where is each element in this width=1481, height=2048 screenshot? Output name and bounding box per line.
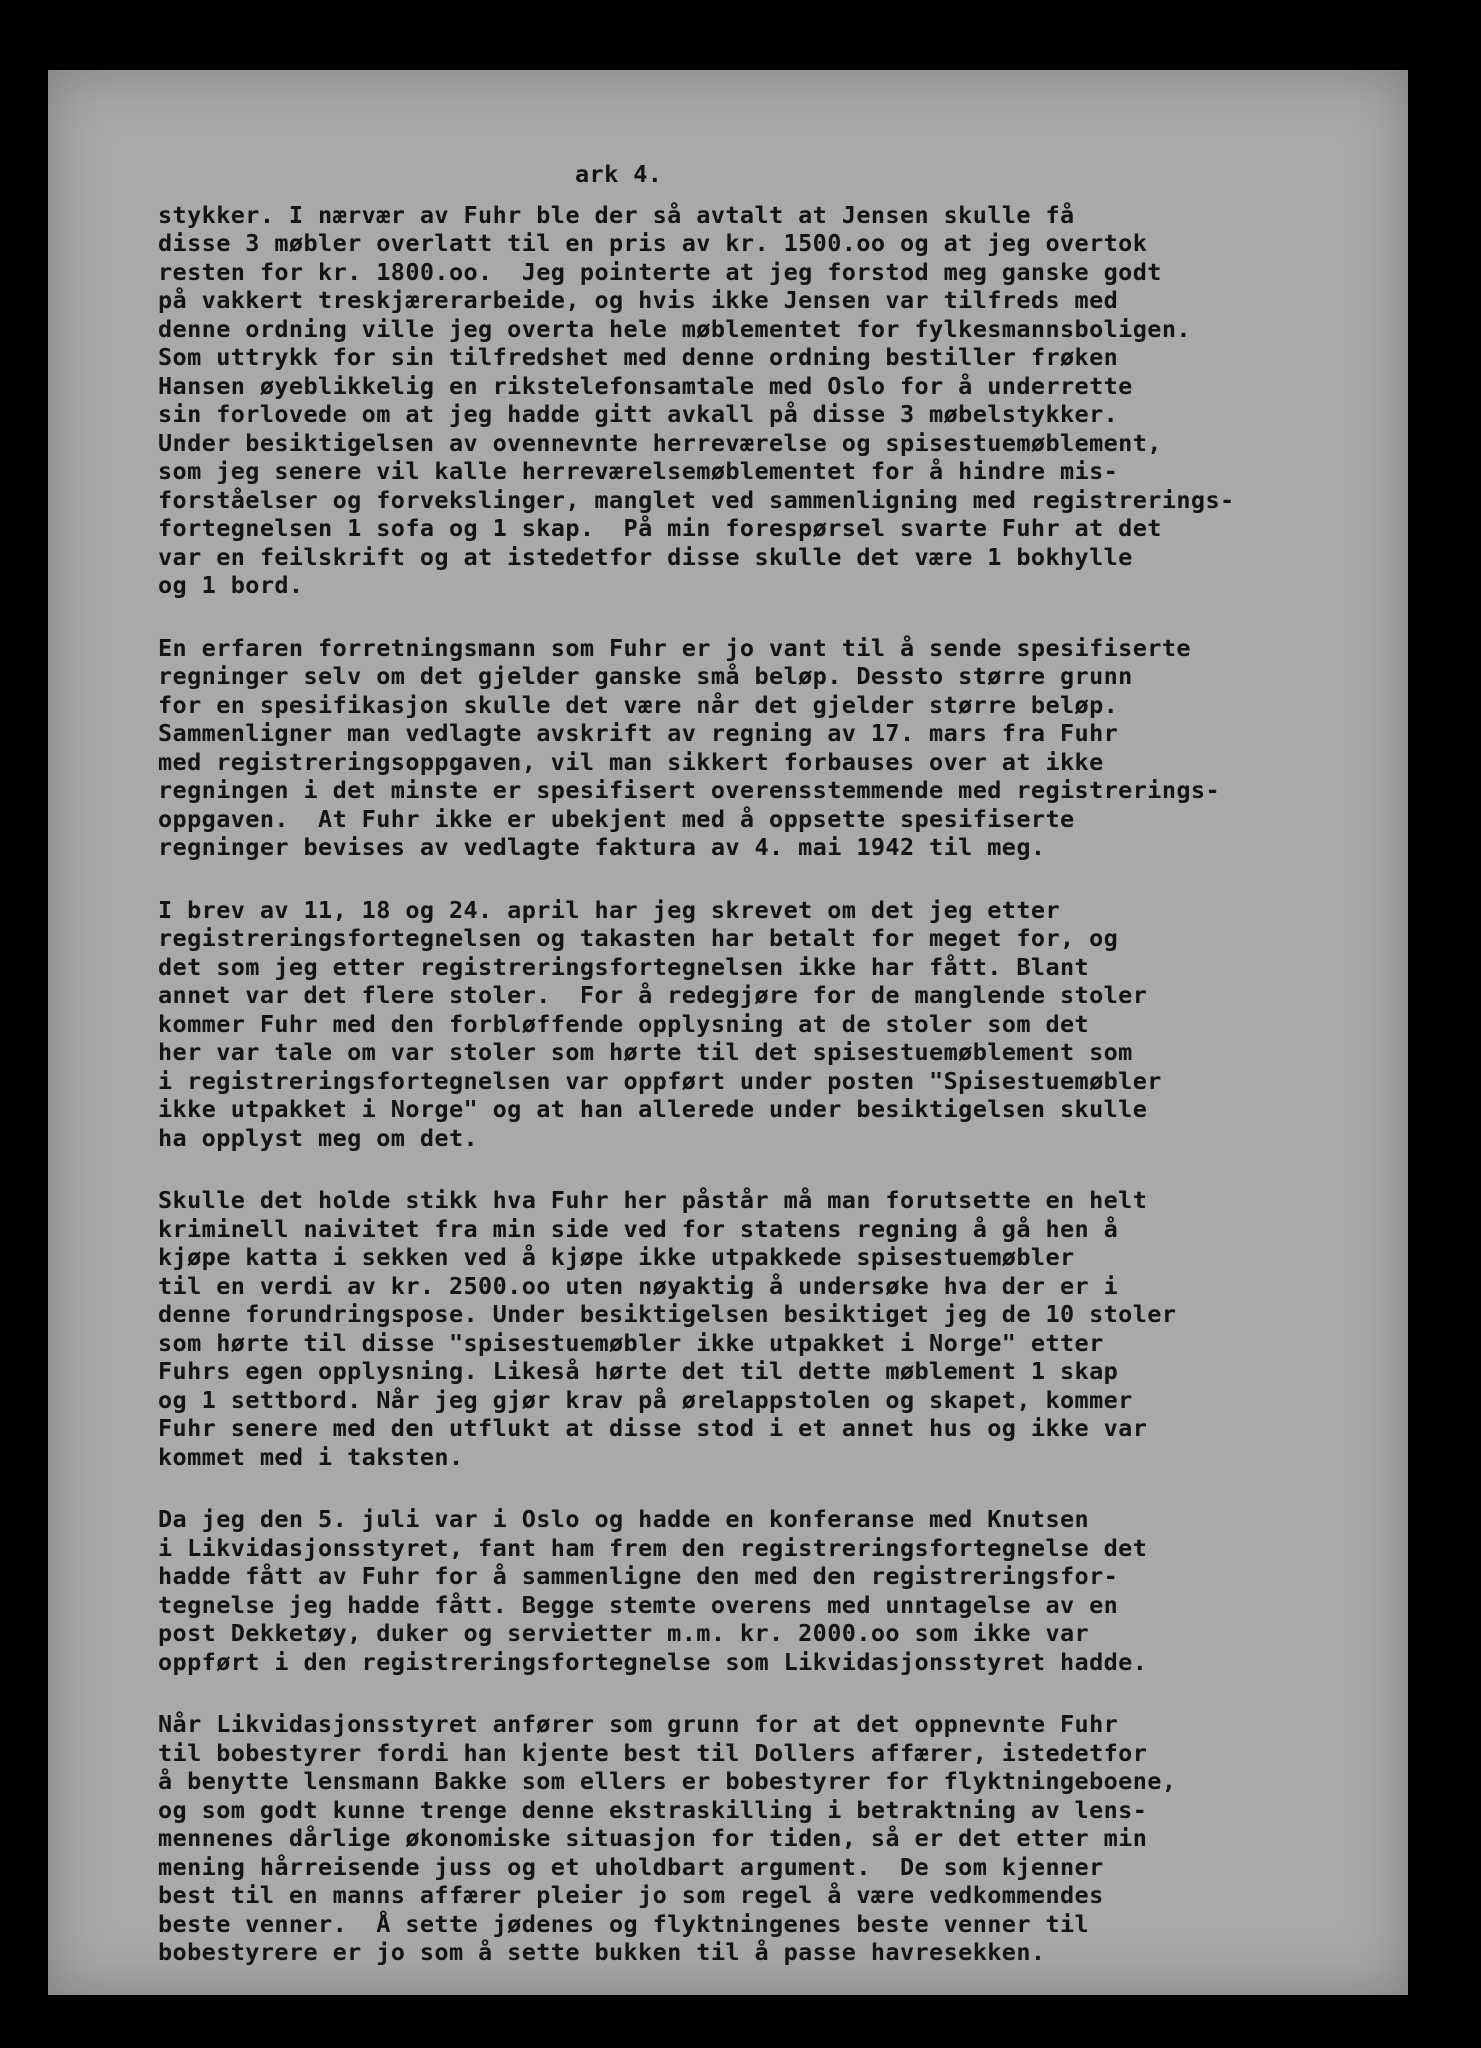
text-line: kommet med i taksten. bbox=[158, 1442, 464, 1471]
text-line: her var tale om var stoler som hørte til det spisestuemøblement som bbox=[158, 1038, 1133, 1066]
text-line: I brev av 11, 18 og 24. april har jeg skrevet om det jeg etter bbox=[158, 895, 1060, 924]
text-line: fortegnelsen 1 sofa og 1 skap. På min forespørsel svarte Fuhr at det bbox=[158, 514, 1162, 542]
text-line: registreringsfortegnelsen og takasten har betalt for meget for, og bbox=[158, 924, 1119, 952]
text-line: mening hårreisende juss og et uholdbart argument. De som kjenner bbox=[158, 1852, 1104, 1881]
text-line: tegnelse jeg hadde fått. Begge stemte overens med unntagelse av en bbox=[158, 1590, 1119, 1619]
text-line: Skulle det holde stikk hva Fuhr her påstår må man forutsette en helt bbox=[158, 1186, 1148, 1214]
text-line: til bobestyrer fordi han kjente best til Dollers affærer, istedetfor bbox=[158, 1738, 1148, 1767]
text-line: best til en manns affærer pleier jo som regel å være vedkommendes bbox=[158, 1881, 1104, 1909]
text-line: En erfaren forretningsmann som Fuhr er jo vant til å sende spesifiserte bbox=[158, 633, 1191, 662]
text-line: Fuhrs egen opplysning. Likeså hørte det til dette møblement 1 skap bbox=[158, 1357, 1119, 1385]
text-line: Som uttrykk for sin tilfredshet med denne ordning bestiller frøken bbox=[158, 343, 1119, 371]
text-line: post Dekketøy, duker og servietter m.m. kr. 2000.oo som ikke var bbox=[158, 1619, 1090, 1647]
text-line: oppført i den registreringsfortegnelse som Likvidasjonsstyret hadde. bbox=[158, 1647, 1148, 1676]
paragraph bbox=[158, 201, 1398, 600]
text-line: denne ordning ville jeg overta hele møblementet for fylkesmannsboligen. bbox=[158, 314, 1191, 343]
paragraph-container bbox=[158, 201, 1398, 1967]
text-line: som hørte til disse "spisestuemøbler ikke utpakket i Norge" etter bbox=[158, 1328, 1104, 1357]
text-line: med registreringsoppgaven, vil man sikkert forbauses over at ikke bbox=[158, 747, 1104, 776]
text-line: beste venner. Å sette jødenes og flyktningenes beste venner til bbox=[158, 1909, 1090, 1938]
text-line: det som jeg etter registreringsfortegnelsen ikke har fått. Blant bbox=[158, 952, 1090, 981]
text-line: i registreringsfortegnelsen var oppført under posten "Spisestuemøbler bbox=[158, 1066, 1162, 1095]
paragraph bbox=[158, 1505, 1398, 1676]
text-line: regninger selv om det gjelder ganske små beløp. Dessto større grunn bbox=[158, 662, 1133, 690]
page-header: ark 4. bbox=[575, 160, 663, 188]
text-line: stykker. I nærvær av Fuhr ble der så avtalt at Jensen skulle få bbox=[158, 200, 1075, 229]
text-line: oppgaven. At Fuhr ikke er ubekjent med å oppsette spesifiserte bbox=[158, 804, 1075, 833]
text-line: kriminell naivitet fra min side ved for statens regning å gå hen å bbox=[158, 1214, 1119, 1243]
text-line: Sammenligner man vedlagte avskrift av regning av 17. mars fra Fuhr bbox=[158, 719, 1119, 747]
text-line: denne forundringspose. Under besiktigelsen besiktiget jeg de 10 stoler bbox=[158, 1300, 1177, 1328]
text-line: på vakkert treskjærerarbeide, og hvis ikke Jensen var tilfreds med bbox=[158, 286, 1119, 314]
text-line: bobestyrere er jo som å sette bukken til å passe havresekken. bbox=[158, 1938, 1046, 1966]
paragraph bbox=[158, 1710, 1398, 1967]
text-line: Under besiktigelsen av ovennevnte herreværelse og spisestuemøblement, bbox=[158, 428, 1162, 457]
text-line: sin forlovede om at jeg hadde gitt avkall på disse 3 møbelstykker. bbox=[158, 400, 1119, 428]
text-line: forståelser og forvekslinger, manglet ved sammenligning med registrerings- bbox=[158, 485, 1235, 514]
text-line: Da jeg den 5. juli var i Oslo og hadde en konferanse med Knutsen bbox=[158, 1505, 1090, 1533]
text-line: som jeg senere vil kalle herreværelsemøblementet for å hindre mis- bbox=[158, 457, 1119, 485]
document-page bbox=[48, 70, 1408, 1995]
text-line: og som godt kunne trenge denne ekstraskilling i betraktning av lens- bbox=[158, 1795, 1148, 1824]
text-line: ikke utpakket i Norge" og at han allerede under besiktigelsen skulle bbox=[158, 1095, 1148, 1123]
text-line: var en feilskrift og at istedetfor disse skulle det være 1 bokhylle bbox=[158, 542, 1133, 571]
text-line: disse 3 møbler overlatt til en pris av kr. 1500.oo og at jeg overtok bbox=[158, 229, 1148, 257]
text-line: for en spesifikasjon skulle det være når det gjelder større beløp. bbox=[158, 690, 1119, 719]
text-line: mennenes dårlige økonomiske situasjon for tiden, så er det etter min bbox=[158, 1824, 1148, 1852]
text-line: Når Likvidasjonsstyret anfører som grunn for at det oppnevnte Fuhr bbox=[158, 1710, 1119, 1738]
text-line: resten for kr. 1800.oo. Jeg pointerte at jeg forstod meg ganske godt bbox=[158, 257, 1162, 286]
text-line: annet var det flere stoler. For å redegjøre for de manglende stoler bbox=[158, 981, 1148, 1009]
paragraph bbox=[158, 1186, 1398, 1471]
paragraph bbox=[158, 896, 1398, 1153]
text-line: Hansen øyeblikkelig en rikstelefonsamtale med Oslo for å underrette bbox=[158, 371, 1133, 400]
text-line: Fuhr senere med den utflukt at disse stod i et annet hus og ikke var bbox=[158, 1414, 1148, 1442]
text-line: regningen i det minste er spesifisert overensstemmende med registrerings- bbox=[158, 776, 1221, 804]
text-line: og 1 bord. bbox=[158, 571, 304, 599]
text-line: regninger bevises av vedlagte faktura av 4. mai 1942 til meg. bbox=[158, 833, 1046, 861]
text-line: å benytte lensmann Bakke som ellers er bobestyrer for flyktningeboene, bbox=[158, 1767, 1177, 1795]
text-line: kommer Fuhr med den forbløffende opplysning at de stoler som det bbox=[158, 1009, 1090, 1038]
text-line: hadde fått av Fuhr for å sammenligne den med den registreringsfor- bbox=[158, 1562, 1119, 1590]
paragraph bbox=[158, 634, 1398, 862]
text-line: kjøpe katta i sekken ved å kjøpe ikke utpakkede spisestuemøbler bbox=[158, 1243, 1075, 1271]
text-line: til en verdi av kr. 2500.oo uten nøyaktig å undersøke hva der er i bbox=[158, 1271, 1119, 1300]
text-line: i Likvidasjonsstyret, fant ham frem den registreringsfortegnelse det bbox=[158, 1533, 1148, 1562]
document-body bbox=[158, 160, 1398, 1995]
text-line: og 1 settbord. Når jeg gjør krav på ørelappstolen og skapet, kommer bbox=[158, 1385, 1133, 1414]
text-line: ha opplyst meg om det. bbox=[158, 1123, 479, 1152]
